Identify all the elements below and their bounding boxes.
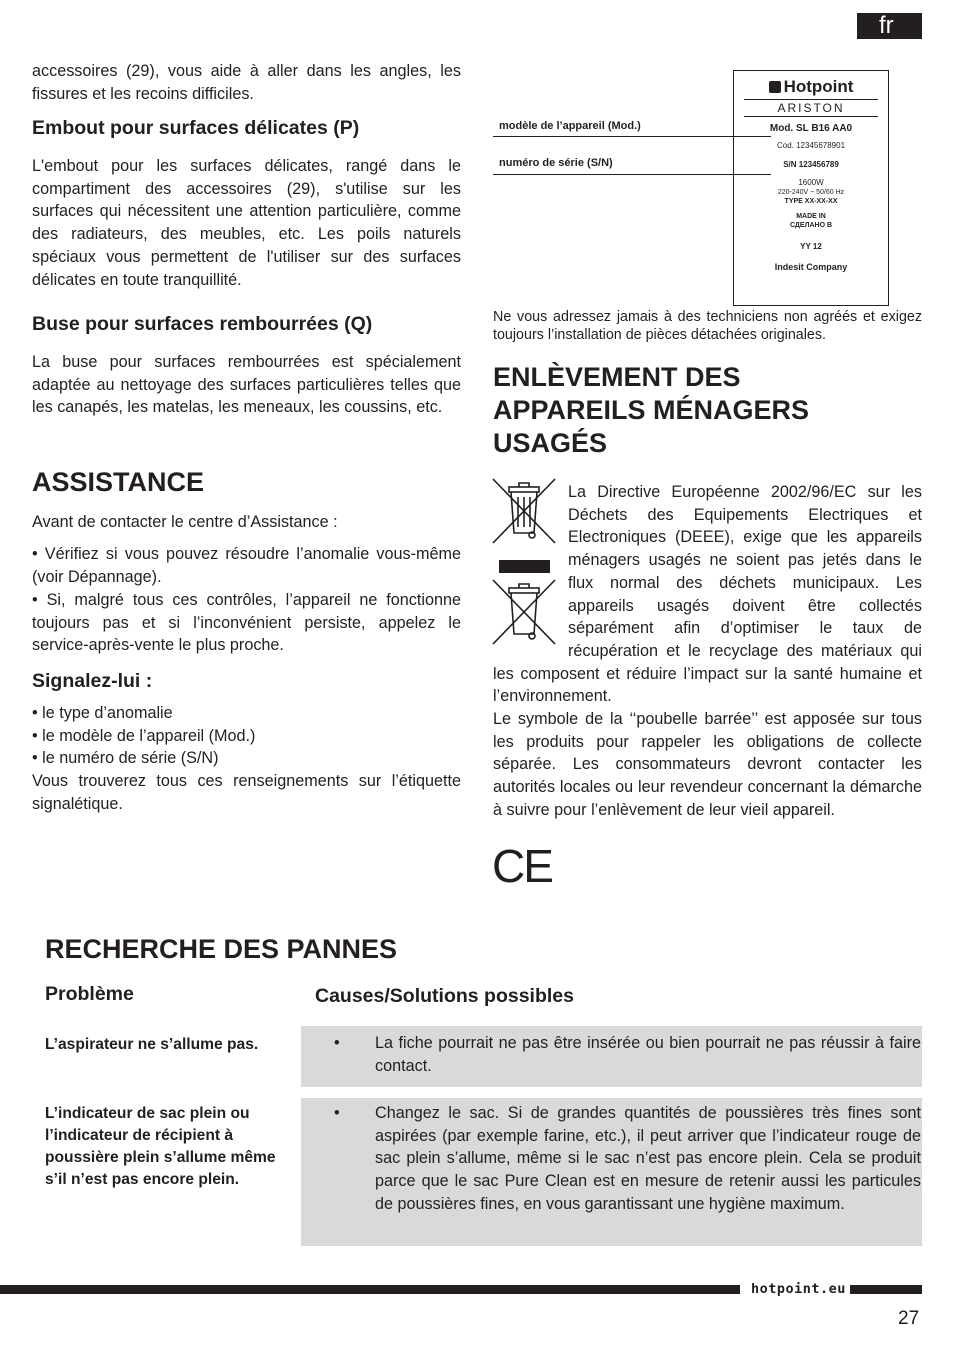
language-tab: fr: [857, 13, 922, 39]
signal-list: [32, 702, 461, 770]
problem-cell: L’indicateur de sac plein ou l’indicateur de récipient à poussière plein s’allume même s’il n’est pas encore plein.: [45, 1105, 276, 1188]
icon-float-spacer: [493, 481, 568, 652]
col-causes-header: Causes/Solutions possibles: [315, 985, 574, 1007]
label-made-in: MADE IN: [796, 213, 826, 220]
label-power: 1600W: [798, 178, 824, 187]
footer-bar-right: [850, 1285, 922, 1294]
label-type: TYPE XX-XX-XX: [784, 198, 838, 205]
label-voltage: 220-240V ~ 50/60 Hz: [777, 189, 845, 196]
col-problem-header: Problème: [45, 983, 134, 1005]
disposal-title-line: APPAREILS MÉNAGERS: [493, 395, 810, 425]
footer-site: hotpoint.eu: [751, 1281, 846, 1297]
intro-text: accessoires (29), vous aide à aller dans les angles, les fissures et les recoins difficiles.: [32, 62, 461, 103]
list-item: • le numéro de série (S/N): [32, 749, 219, 768]
footer-bar-left: [0, 1285, 740, 1294]
label-company: Indesit Company: [774, 262, 848, 272]
disposal-title-line: USAGÉS: [493, 428, 608, 458]
disposal-title-line: ENLÈVEMENT DES: [493, 362, 741, 392]
list-item: • le type d’anomalie: [32, 704, 173, 722]
cause-cell: La fiche pourrait ne pas être insérée ou bien pourrait ne pas réussir à faire contact.: [375, 1034, 921, 1075]
label-sn: S/N 123456789: [783, 160, 839, 169]
section-p-title: Embout pour surfaces délicates (P): [32, 117, 360, 139]
section-q-title: Buse pour surfaces rembourrées (Q): [32, 313, 373, 335]
disposal-paragraph: La Directive Européenne 2002/96/EC sur les Déchets des Equipements Electriques et Electroniques (DEEE), exige que les appareils ménagers usagés ne soient pas jetés dans le flux normal des déchets municipaux. Les appareils usagés doivent être collectés séparément afin d’optimiser le taux de récupération et le recyclage des matériaux qui les composent et réduire l’impact sur la santé humaine et l’environnement.: [493, 483, 922, 706]
troubleshooting-title: RECHERCHE DES PANNES: [45, 934, 398, 964]
list-item: • le modèle de l’appareil (Mod.): [32, 726, 256, 745]
disposal-text-2: Le symbole de la ‘‘poubelle barrée’’ est apposée sur tous les produits pour rappeler les obligations de collecte séparée. Les consommateurs devront contacter les autorités locales ou leur revendeur concernant la démarche à suivre pour l’enlèvement de leur vieil appareil.: [493, 710, 922, 819]
label-mod: Mod. SL B16 AA0: [769, 123, 853, 134]
table-row: [301, 1098, 922, 1246]
problem-cell: L’aspirateur ne s’allume pas.: [45, 1036, 259, 1053]
hotpoint-logo-icon: [769, 81, 781, 93]
label-made-in-ru: СДЕЛАНО В: [789, 222, 833, 229]
disposal-title: [493, 361, 809, 460]
warning-text: Ne vous adressez jamais à des techniciens non agréés et exigez toujours l’installation de pièces détachées originales.: [493, 309, 922, 343]
ariston-text: ARISTON: [744, 99, 878, 116]
model-leader-line: [493, 136, 771, 137]
page-number: 27: [898, 1308, 920, 1329]
table-row: [301, 1026, 922, 1087]
bullet: •: [334, 1034, 340, 1052]
cause-cell: Changez le sac. Si de grandes quantités de poussières très fines sont aspirées (par exemple farine, etc.), il peut arriver que l’indicateur rouge de sac plein s’allume, même si le sac n’est pas encore plein. Cela se produit parce que le sac Pure Clean est en mesure de retenir aussi les particules de poussières fines, en vous garantissant une hygiène maximum.: [375, 1104, 921, 1213]
assistance-bullet-1: • Vérifiez si vous pouvez résoudre l’anomalie vous-même (voir Dépannage).: [32, 545, 461, 586]
signal-title: Signalez-lui :: [32, 670, 153, 692]
ce-mark-icon: CE: [492, 840, 552, 892]
bullet: •: [334, 1104, 340, 1122]
assistance-bullet-2: • Si, malgré tous ces contrôles, l’appareil ne fonctionne toujours pas et si l’inconvénient persiste, appelez le service-après-vente le plus proche.: [32, 591, 461, 655]
disposal-text-1: [493, 481, 922, 708]
assistance-outro: Vous trouverez tous ces renseignements sur l’étiquette signalétique.: [32, 772, 461, 813]
serial-caption: numéro de série (S/N): [499, 157, 613, 169]
serial-leader-line: [493, 174, 771, 175]
hotpoint-logo: [734, 77, 888, 97]
section-p-text: L'embout pour les surfaces délicates, rangé dans le compartiment des accessoires (29), s'utilise sur les surfaces qui nécessitent une attention particulière, comme des radiateurs, des meubles, etc. Les poils naturels spéciaux vous permettent de l'utiliser sur des surfaces délicates en toute tranquillité.: [32, 157, 461, 289]
section-q-text: La buse pour surfaces rembourrées est spécialement adaptée au nettoyage des surfaces particulières telles que les canapés, les matelas, les meneaux, les coussins, etc.: [32, 353, 461, 417]
label-cod: Cod. 12345678901: [776, 141, 846, 150]
assistance-title: ASSISTANCE: [32, 467, 205, 497]
label-year: YY 12: [800, 242, 822, 251]
assistance-intro: Avant de contacter le centre d’Assistance :: [32, 513, 338, 531]
rating-label: [733, 70, 889, 306]
model-caption: modèle de l’appareil (Mod.): [499, 120, 641, 132]
brand-text: Hotpoint: [783, 77, 854, 96]
